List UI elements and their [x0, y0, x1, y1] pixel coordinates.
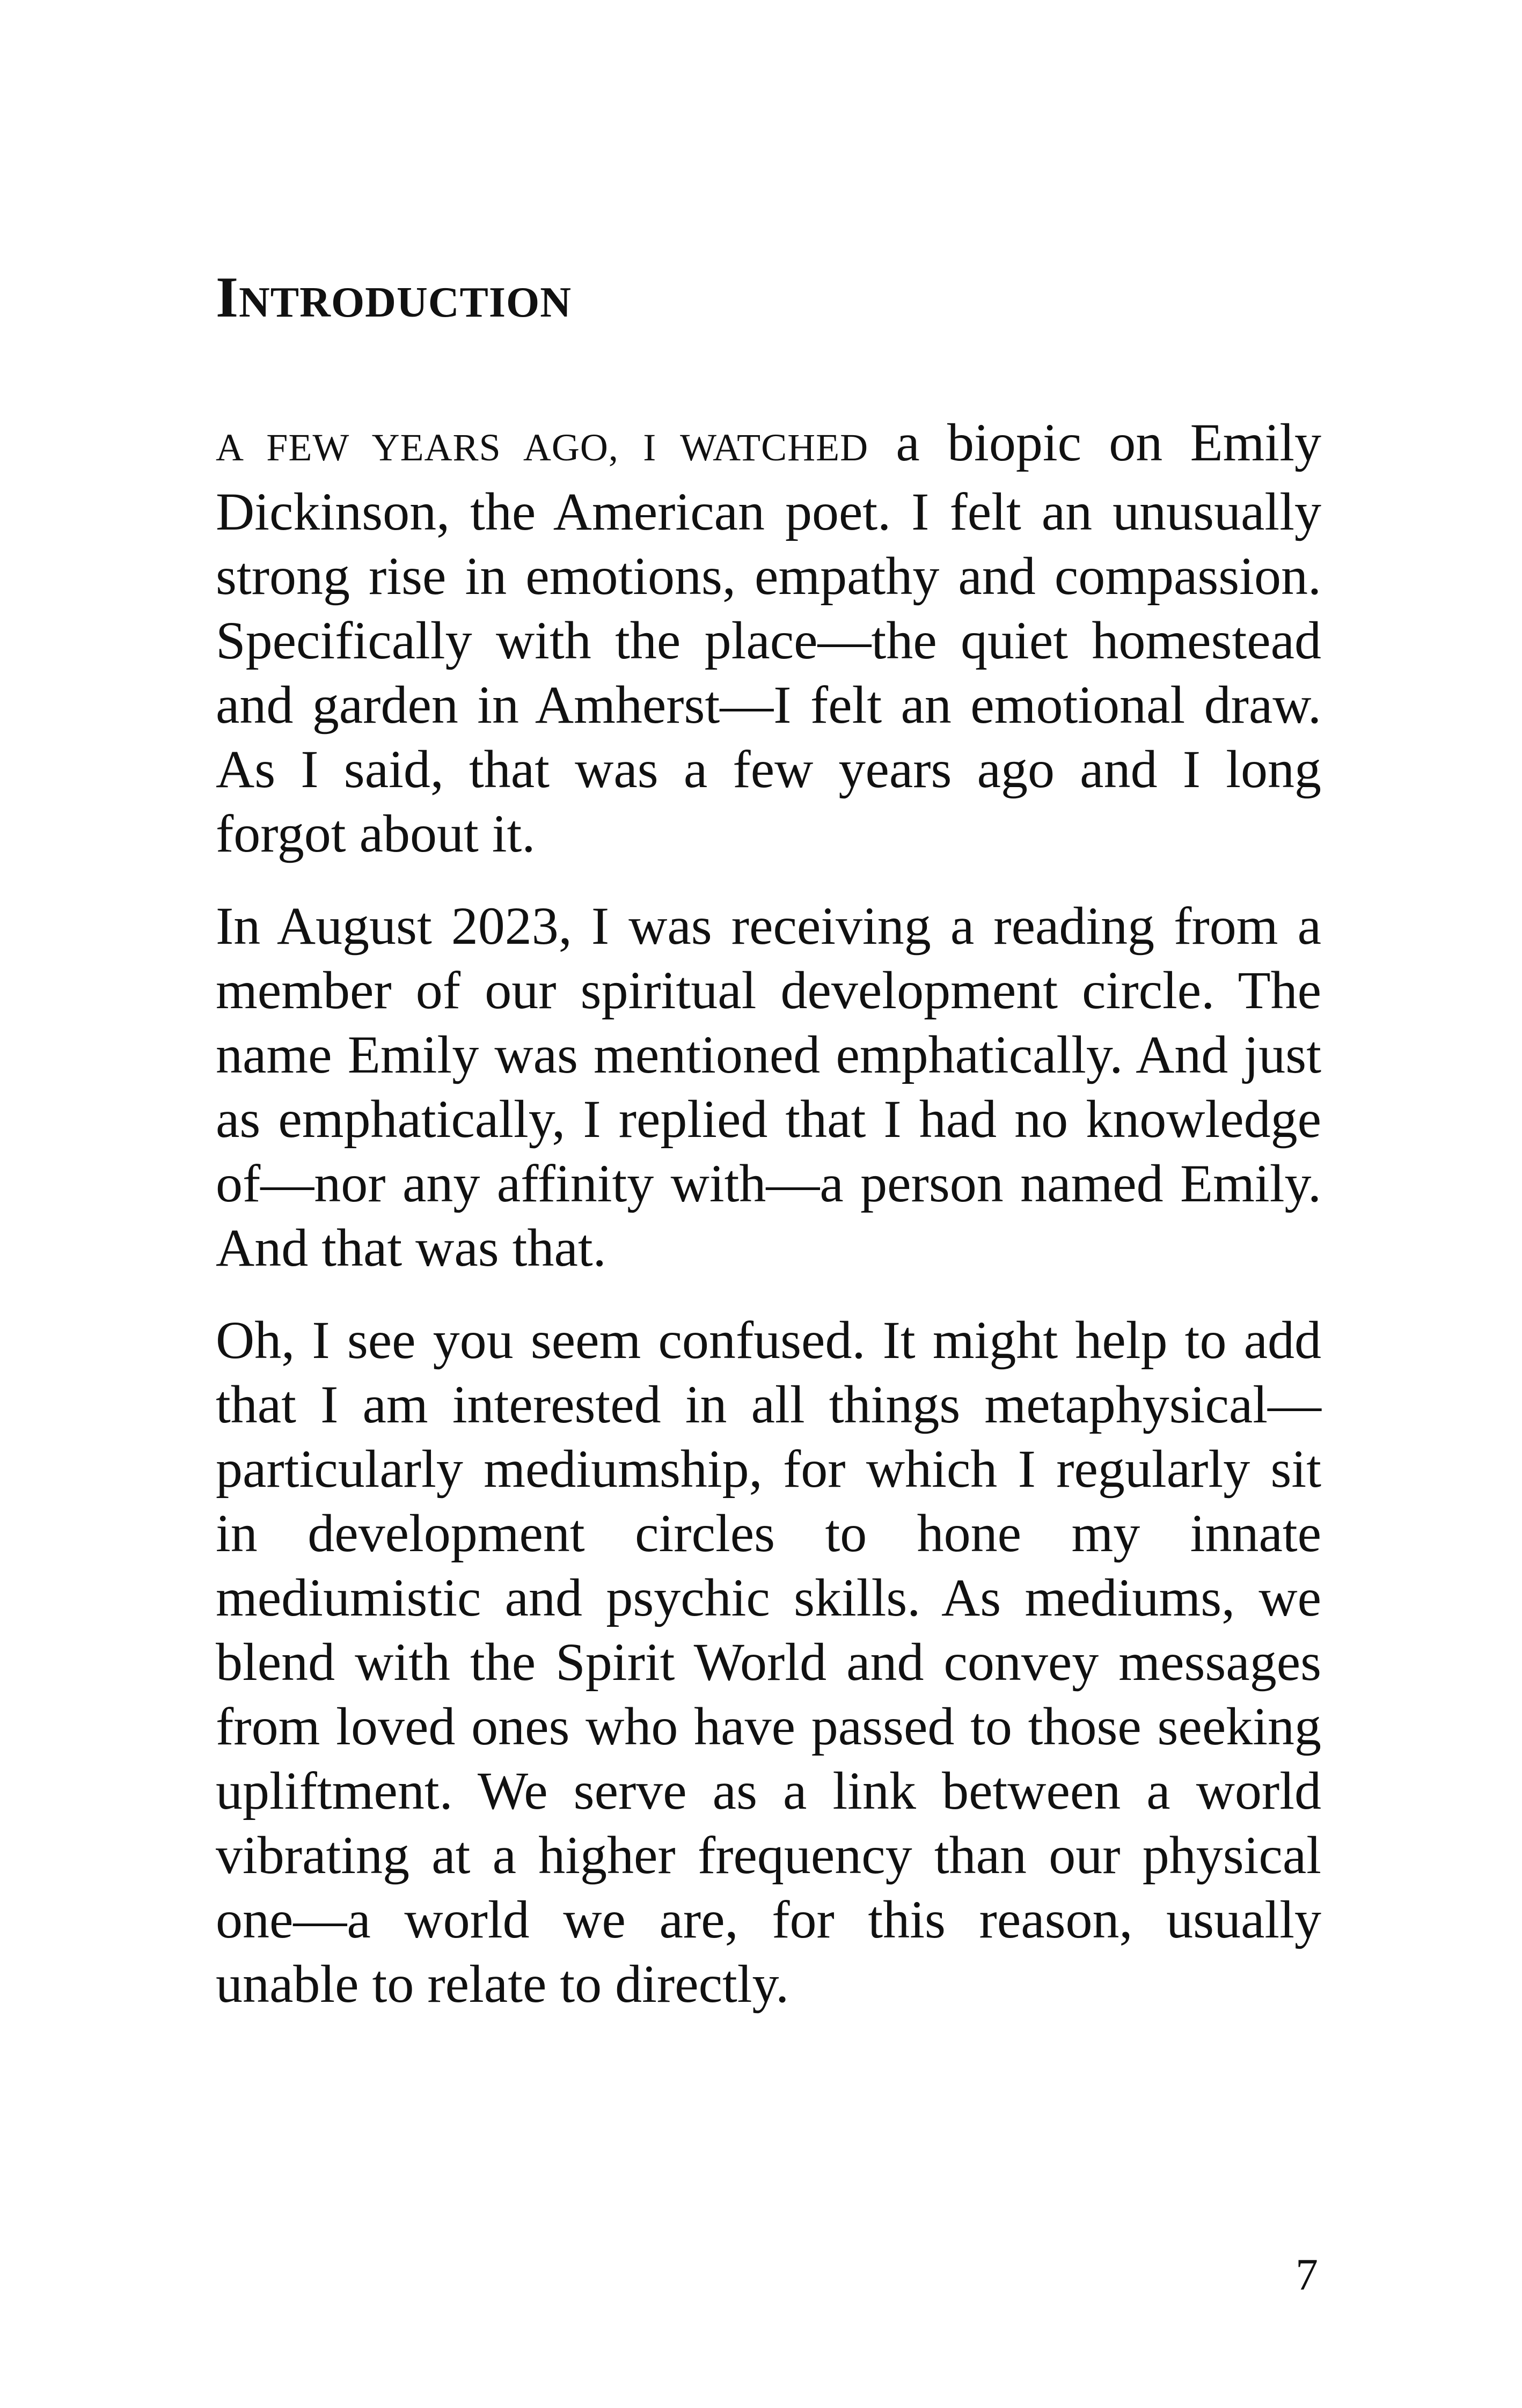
chapter-heading-initial: I: [216, 266, 239, 329]
chapter-heading-rest: NTRODUCTION: [239, 279, 572, 326]
paragraph-1-text: a biopic on Emily Dickinson, the American poet. I felt an unusually strong rise in emotions, empathy and compassion. Specifically with the place—the quiet homestead and garden in Amherst—I felt an emotional draw. As I said, that was a few years ago and I long forgot about it.: [216, 413, 1321, 863]
page-number: 7: [1296, 2250, 1318, 2300]
paragraph-2: [216, 894, 1321, 1280]
chapter-body: [216, 410, 1321, 2044]
paragraph-2-text: In August 2023, I was receiving a reading from a member of our spiritual development circle. The name Emily was mentioned emphatically. And just as emphatically, I replied that I had no knowledge of—nor any affinity with—a person named Emily. And that was that.: [216, 896, 1321, 1278]
paragraph-3: [216, 1308, 1321, 2016]
paragraph-1: [216, 410, 1321, 866]
paragraph-3-text: Oh, I see you seem confused. It might help to add that I am interested in all things metaphysical—particularly mediumship, for which I regularly sit in development circles to hone my innate mediumistic and psychic skills. As mediums, we blend with the Spirit World and convey messages from loved ones who have passed to those seeking upliftment. We serve as a link between a world vibrating at a higher frequency than our physical one—a world we are, for this reason, usually unable to relate to directly.: [216, 1310, 1321, 2014]
paragraph-lead-smallcaps: A FEW YEARS AGO, I WATCHED: [216, 426, 869, 469]
chapter-heading: [216, 263, 572, 337]
